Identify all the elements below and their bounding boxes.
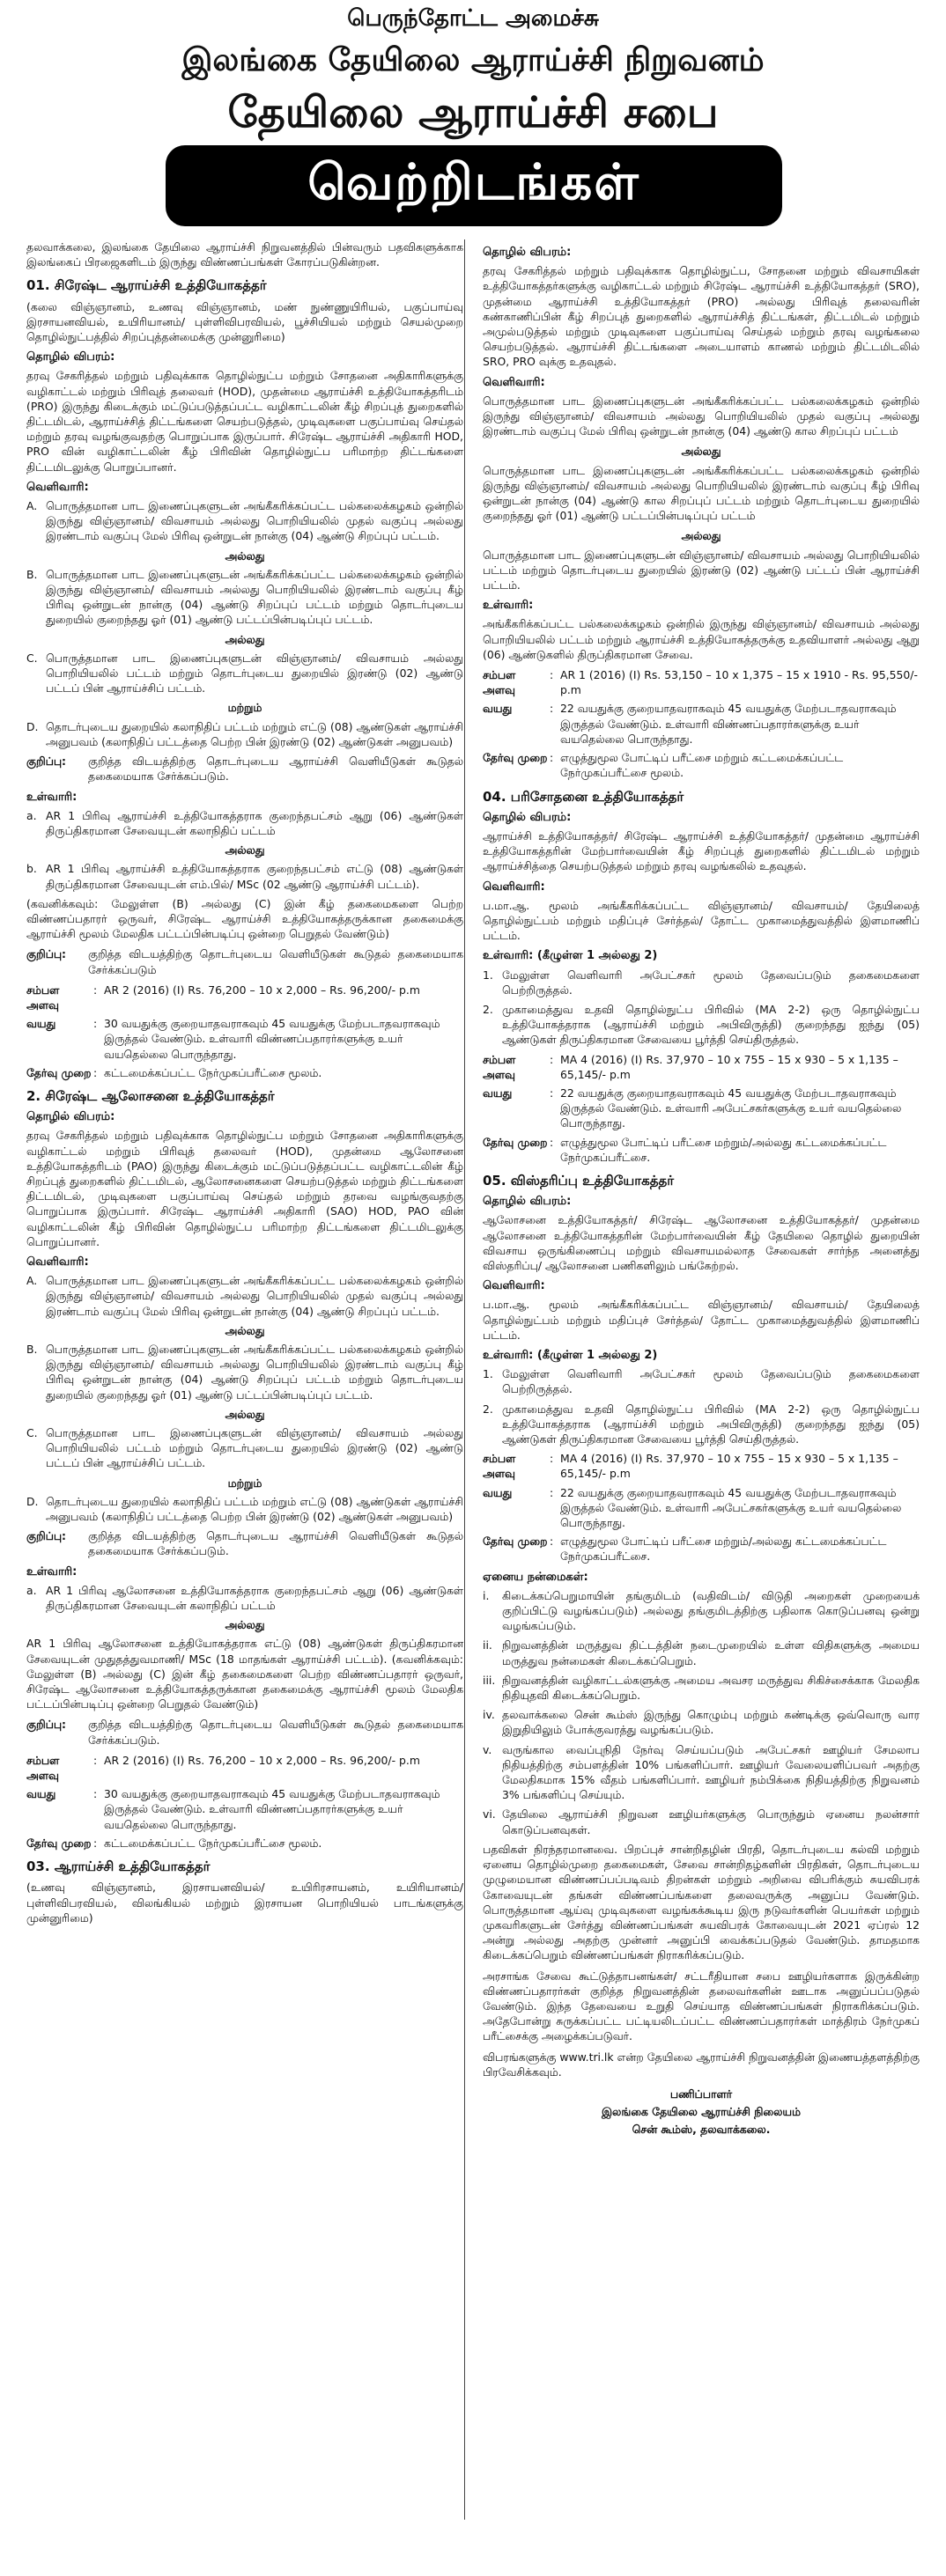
selection-row: தேர்வு முறை : கட்டமைக்கப்பட்ட நேர்முகப்பரீட்சை மூலம். [26, 1836, 322, 1850]
qualification-label: வெளிவாரி: [483, 375, 545, 389]
or-separator: அல்லது [225, 1323, 265, 1337]
selection-row: தேர்வு முறை : எழுத்துமூல போட்டிப் பரீட்சை மற்றும் கட்டமைக்கப்பட்ட நேர்முகப்பரீட்சை மூலம். [483, 751, 844, 780]
internal-label: உள்வாரி: [26, 1564, 78, 1579]
note: குறிப்பு: குறித்த விடயத்திற்கு தொடர்புடைய வெளியீடுகள் கூடுதல் தகைமையாக சேர்க்கப்படும். [26, 1718, 463, 1747]
section-subtitle: (உணவு விஞ்ஞானம், இரசாயனவியல்/ உயிரிரசாயனம், உயிரியானம்/ புள்ளிவிபரவியல், விலங்கியல் மற்றும் இரசாயன பொறியியல் பாடங்களுக்கு முன்னுரிமை) [26, 1880, 463, 1925]
section-title: 2. சிரேஷ்ட ஆலோசனை உத்தியோகத்தர் [26, 1087, 275, 1104]
job-description: தரவு சேகரித்தல் மற்றும் பதிவுக்காக தொழில்நுட்ப மற்றும் சோதனை அதிகாரிகளுக்கு வழிகாட்டல் மற்றும் பிரிவுத் தலைவர் (HOD), முதன்மை ஆராய்ச்சி உத்தியோகத்தரிடம் (PRO) இருந்து கிடைக்கும் மட்டுப்படுத்தப்பட்ட வழிகாட்டலின் கீழ் சிறப்புத் துறைகளில் திட்டமிடல், ஆராய்ச்சித் திட்டங்களை செயற்படுத்தல், முடிவுகளை பகுப்பாய்வு செய்தல் மற்றும் தரவு வழங்குவதற்கு பொறுப்பாக இருப்பார். சிரேஷ்ட ஆராய்ச்சி அதிகாரி HOD, PRO வின் வழிகாட்டலின் கீழ் பிரிவின் தொழில்நுட்ப பரிமாற்ற திட்டங்களை திட்டமிடலுக்கு பொறுப்பானர். [26, 369, 463, 474]
qualification-label: வெளிவாரி: [483, 1279, 545, 1293]
vacancies-banner: வெற்றிடங்கள் [166, 145, 782, 226]
column-divider [464, 239, 465, 2520]
qualification-label: வெளிவாரி: [26, 1255, 89, 1269]
benefit-item: i. கிடைக்கப்பெறுமாயின் தங்குமிடம் (வதிவிடம்/ விடுதி அறைகள் முறையைக் குறிப்பிட்டு வழங்கப்படும்) அல்லது தங்குமிடத்திற்கு பதிலாக கொடுப்பனவு ஒன்று வழங்கப்படும். [483, 1588, 920, 1633]
board-name: தேயிலை ஆராய்ச்சி சபை [227, 88, 719, 137]
note: குறிப்பு: குறித்த விடயத்திற்கு தொடர்புடைய ஆராய்ச்சி வெளியீடுகள் கூடுதல் தகைமையாக சேர்க்கப்படும். [26, 754, 463, 784]
internal-item: 1. மேலுள்ள வெளிவாரி அபேட்சகர் மூலம் தேவைப்படும் தகைமைகளை பெற்றிருத்தல். [483, 1367, 920, 1396]
selection-row: தேர்வு முறை : எழுத்துமூல போட்டிப் பரீட்சை மற்றும்/அல்லது கட்டமைக்கப்பட்ட நேர்முகப்பரீட்சை. [483, 1135, 887, 1164]
and-separator: மற்றும் [227, 1476, 262, 1490]
note: குறிப்பு: குறித்த விடயத்திற்கு தொடர்புடைய ஆராய்ச்சி வெளியீடுகள் கூடுதல் தகைமையாக சேர்க்கப்படும். [26, 1529, 463, 1558]
benefit-item: iv. தலவாக்கலை சென் கூம்ஸ் இருந்து கொழும்பு மற்றும் கண்டிக்கு ஒவ்வொரு வார இறுதியிலும் போக்குவரத்து வழங்கப்படும். [483, 1708, 920, 1737]
benefit-item: v. வருங்கால வைப்புநிதி நேர்வு செய்யப்படும் அபேட்சகர் ஊழியர் சேமலாப நிதியத்திற்கு சம்பளத்தின் 10% பங்களிப்பார். ஊழியர் வேலையளிப்பவர் அதற்கு மேலதிகமாக 15% வீதம் பங்களிப்பார். ஊழியர் நம்பிக்கை நிதியத்திற்கு நிறுவனம் 3% பங்களிப்பு செய்யும். [483, 1742, 920, 1802]
job-label: தொழில் விபரம்: [483, 1195, 572, 1209]
qualification-text: பொருத்தமான பாட இணைப்புகளுடன் விஞ்ஞானம்/ விவசாயம் அல்லது பொறியியலில் பட்டம் மற்றும் தொடர்புடைய துறையில் இரண்டு (02) ஆண்டு பட்டப் பின் ஆராய்ச்சி பட்டம். [483, 548, 920, 592]
signatory-title: பணிப்பாளர் [669, 2087, 733, 2101]
salary-row: சம்பள அளவு : AR 2 (2016) (I) Rs. 76,200 – 10 x 2,000 – Rs. 96,200/- p.m [26, 1753, 420, 1783]
section-title: 05. விஸ்தரிப்பு உத்தியோகத்தர் [483, 1172, 675, 1189]
job-label: தொழில் விபரம்: [26, 1110, 115, 1124]
signatory-org: இலங்கை தேயிலை ஆராய்ச்சி நிலையம் [602, 2105, 801, 2119]
benefit-item: vi. தேயிலை ஆராய்ச்சி நிறுவன ஊழியர்களுக்கு பொருந்தும் ஏனைய நலன்சார் கொடுப்பனவுகள். [483, 1807, 920, 1836]
age-row: வயது : 30 வயதுக்கு குறையாதவராகவும் 45 வயதுக்கு மேற்படாதவராகவும் இருத்தல் வேண்டும். உள்வாரி விண்ணப்பதாரர்களுக்கு உயர் வயதெல்லை பொருந்தாது. [26, 1787, 440, 1831]
internal-item: 2. முகாமைத்துவ உதவி தொழில்நுட்ப பிரிவில் (MA 2-2) ஒரு தொழில்நுட்ப உத்தியோகத்தராக (ஆராய்ச்சி மற்றும் அபிவிருத்தி) குறைந்தது ஐந்து (05) ஆண்டுகள் திருப்திகரமான சேவையை பூர்த்தி செய்திருத்தல். [483, 1002, 920, 1047]
or-separator: அல்லது [681, 445, 721, 459]
qualification-label: வெளிவாரி: [483, 880, 545, 894]
salary-row: சம்பள அளவு : AR 1 (2016) (I) Rs. 53,150 – 10 x 1,375 – 15 x 1910 - Rs. 95,550/- p.m [483, 668, 918, 697]
section-subtitle: (கலை விஞ்ஞானம், உணவு விஞ்ஞானம், மண் நுண்ணுயிரியல், பகுப்பாய்வு இரசாயனவியல், உயிரியானம்/ புள்ளிவிபரவியல், பூச்சியியல் மற்றும் செயல்முறை தொழில்நுட்பத்தில் சிறப்புத்தன்மைக்கு முன்னுரிமை) [26, 299, 463, 344]
age-row: வயது : 30 வயதுக்கு குறையாதவராகவும் 45 வயதுக்கு மேற்படாதவராகவும் இருத்தல் வேண்டும். உள்வாரி விண்ணப்பதாரர்களுக்கு உயர் வயதெல்லை பொருந்தாது. [26, 1017, 440, 1061]
qualification-item: D. தொடர்புடைய துறையில் கலாநிதிப் பட்டம் மற்றும் எட்டு (08) ஆண்டுகள் ஆராய்ச்சி அனுபவம் (கலாநிதிப் பட்டத்தை பெற்ற பின் இரண்டு (02) ஆண்டுகள் அனுபவம்) [26, 1494, 463, 1524]
job-description: தரவு சேகரித்தல் மற்றும் பதிவுக்காக தொழில்நுட்ப, சோதனை மற்றும் விவசாயிகள் உத்தியோகத்தர்களுக்கு வழிகாட்டல் மற்றும் சிரேஷ்ட ஆராய்ச்சி உத்தியோகத்தர் (SRO), முதன்மை ஆராய்ச்சி உத்தியோகத்தர் (PRO) அல்லது பிரிவுத் தலைவரின் கண்காணிப்பின் கீழ் சிறப்புத் துறைகளில் ஆராய்ச்சித் திட்டங்கள், திட்டமிடல் மற்றும் அமுல்படுத்தல் மற்றும் முடிவுகளை பகுப்பாய்வு செய்தல் மற்றும் தரவு வழங்கலை செயற்படுத்தல். ஆராய்ச்சி திட்டங்களை அடையாளம் காணல் மற்றும் திட்டமிடலில் SRO, PRO வுக்கு உதவுதல். [483, 264, 920, 369]
age-row: வயது : 22 வயதுக்கு குறையாதவராகவும் 45 வயதுக்கு மேற்படாதவராகவும் இருத்தல் வேண்டும். உள்வாரி அபேட்சகர்களுக்கு உயர் வயதெல்லை பொருந்தாது. [483, 1485, 902, 1530]
salary-row: சம்பள அளவு : MA 4 (2016) (I) Rs. 37,970 – 10 x 755 – 15 x 930 – 5 x 1,135 – 65,145/- p.m [483, 1452, 898, 1481]
job-label: தொழில் விபரம்: [483, 246, 572, 259]
qualification-label: வெளிவாரி: [26, 480, 89, 494]
internal-item: a. AR 1 பிரிவு ஆலோசனை உத்தியோகத்தராக குறைந்தபட்சம் ஆறு (06) ஆண்டுகள் திருப்திகரமான சேவையுடன் கலாநிதிப் பட்டம் [26, 1583, 463, 1613]
or-separator: அல்லது [681, 529, 721, 543]
job-label: தொழில் விபரம்: [483, 810, 572, 824]
signatory-address: சென் கூம்ஸ், தலவாக்கலை. [632, 2123, 771, 2137]
section-title: 03. ஆராய்ச்சி உத்தியோகத்தர் [26, 1858, 211, 1875]
internal-text: அங்கீகரிக்கப்பட்ட பல்கலைக்கழகம் ஒன்றில் இருந்து விஞ்ஞானம்/ விவசாயம் அல்லது பொறியியலில் பட்டம் மற்றும் ஆராய்ச்சி உத்தியோகத்தருக்கு உதவியாளர் அல்லது ஆறு (06) ஆண்டுகளில் திருப்திகரமான சேவை. [483, 617, 920, 661]
ministry-name: பெருந்தோட்ட அமைச்சு [347, 5, 599, 32]
institute-name: இலங்கை தேயிலை ஆராய்ச்சி நிறுவனம் [181, 42, 765, 78]
internal-label: உள்வாரி: [26, 790, 78, 804]
closing-paragraph: பதவிகள் நிரந்தரமானவை. பிறப்புச் சான்றிதழின் பிரதி, தொடர்புடைய கல்வி மற்றும் ஏனைய தொழில்முறை தகைமைகள், சேவை சான்றிதழ்களின் பிரதிகள், தொடர்புடைய முழுமையான விண்ணப்பப்படிவம் திறன்கள் மற்றும் அறிவை விபரிக்கும் சுயவிபரக் கோவையுடன் தங்கள் விண்ணப்பங்களை தலைவருக்கு அனுப்ப வேண்டும். பொருத்தமான ஆய்வு முடிவுகளை வழங்கக்கூடிய இரு நடுவர்களின் பெயர்கள் மற்றும் முகவரிகளுடன் சேர்த்து விண்ணப்பங்கள் சுயவிபரக் கோவையுடன் 2021 ஏப்ரல் 12 அன்று அல்லது அதற்கு முன்னர் அனுப்பி வைக்கப்படுதல் வேண்டும். தாமதமாக கிடைக்கப்பெறும் விண்ணப்பங்கள் நிராகரிக்கப்படும். [483, 1842, 920, 1962]
internal-item: 1. மேலுள்ள வெளிவாரி அபேட்சகர் மூலம் தேவைப்படும் தகைமைகளை பெற்றிருத்தல். [483, 968, 920, 997]
selection-row: தேர்வு முறை : கட்டமைக்கப்பட்ட நேர்முகப்பரீட்சை மூலம். [26, 1065, 322, 1079]
qualification-text: பொருத்தமான பாட இணைப்புகளுடன் அங்கீகரிக்கப்பட்ட பல்கலைக்கழகம் ஒன்றில் இருந்து விஞ்ஞானம்/ விவசாயம் அல்லது பொறியியலில் இரண்டாம் வகுப்பு கீழ் பிரிவு ஒன்றுடன் நான்கு (04) ஆண்டு கால சிறப்புப் பட்டம் மற்றும் தொடர்புடைய துறையில் குறைந்தது ஓர் (01) ஆண்டு பட்டப்பின்படிப்புப் பட்டம் [483, 463, 920, 523]
qualification-item: B. பொருத்தமான பாட இணைப்புகளுடன் அங்கீகரிக்கப்பட்ட பல்கலைக்கழகம் ஒன்றில் இருந்து விஞ்ஞானம்/ விவசாயம் அல்லது பொறியியலில் இரண்டாம் வகுப்பு கீழ் பிரிவு ஒன்றுடன் நான்கு (04) ஆண்டு சிறப்புப் பட்டம் மற்றும் தொடர்புடைய துறையில் குறைந்தது ஓர் (01) ஆண்டு பட்டப்பின்படிப்புப் பட்டம். [26, 1343, 463, 1402]
internal-item: a. AR 1 பிரிவு ஆராய்ச்சி உத்தியோகத்தராக குறைந்தபட்சம் ஆறு (06) ஆண்டுகள் திருப்திகரமான சேவையுடன் கலாநிதிப் பட்டம் [26, 808, 463, 837]
note: குறிப்பு: குறித்த விடயத்திற்கு தொடர்புடைய வெளியீடுகள் கூடுதல் தகைமையாக சேர்க்கப்படும் [26, 947, 463, 976]
job-description: ஆலோசனை உத்தியோகத்தர்/ சிரேஷ்ட ஆலோசனை உத்தியோகத்தர்/ முதன்மை ஆலோசனை உத்தியோகத்தரின் மேற்பார்வையின் கீழ் தேயிலை தொழில் துறையின் விவசாய ஒருங்கிணைப்பு மற்றும் விவசாயமல்லாத சேவைகள் சார்ந்த அனைத்து விஸ்தரிப்பு/ ஆலோசனை பணிகளிலும் பங்கேற்றல். [483, 1213, 920, 1272]
right-column [483, 239, 920, 2140]
intro-text: தலவாக்கலை, இலங்கை தேயிலை ஆராய்ச்சி நிறுவனத்தில் பின்வரும் பதவிகளுக்காக இலங்கைப் பிரஜைகளிடம் இருந்து விண்ணப்பங்கள் கோரப்படுகின்றன. [26, 240, 463, 269]
age-row: வயது : 22 வயதுக்கு குறையாதவராகவும் 45 வயதுக்கு மேற்படாதவராகவும் இருத்தல் வேண்டும். உள்வாரி அபேட்சகர்களுக்கு உயர் வயதெல்லை பொருந்தாது. [483, 1086, 902, 1130]
qualification-item: C. பொருத்தமான பாட இணைப்புகளுடன் விஞ்ஞானம்/ விவசாயம் அல்லது பொறியியலில் பட்டம் மற்றும் தொடர்புடைய துறையில் இரண்டு (02) ஆண்டு பட்டப் பின் ஆராய்ச்சிப் பட்டம். [26, 1426, 463, 1470]
job-description: தரவு சேகரித்தல் மற்றும் பதிவுக்காக தொழில்நுட்ப மற்றும் சோதனை அதிகாரிகளுக்கு வழிகாட்டல் மற்றும் பிரிவுத் தலைவர் (HOD), முதன்மை ஆலோசனை உத்தியோகத்தரிடம் (PAO) இருந்து கிடைக்கும் மட்டுப்படுத்தப்பட்ட வழிகாட்டலின் கீழ் சிறப்புத் துறைகளில் திட்டமிடல், ஆலோசனைகளை செயற்படுத்தல் மற்றும் திட்டங்களை திட்டமிடல், முடிவுகளை பகுப்பாய்வு செய்தல் மற்றும் தரவை வழங்குவதற்கு பொறுப்பாக இருப்பார். சிரேஷ்ட ஆராய்ச்சி அதிகாரி (SAO) HOD, PAO வின் வழிகாட்டலின் கீழ் பிரிவின் தொழில்நுட்ப பரிமாற்ற திட்டங்களை திட்டமிடலுக்கு பொறுப்பானர். [26, 1129, 463, 1248]
section-title: 01. சிரேஷ்ட ஆராய்ச்சி உத்தியோகத்தர் [26, 277, 267, 294]
benefits-title: ஏனைய நன்மைகள்: [483, 1570, 588, 1584]
and-separator: மற்றும் [227, 701, 262, 715]
benefit-item: iii. நிறுவனத்தின் வழிகாட்டல்களுக்கு அமைய அவசர மருத்துவ சிகிச்சைக்காக மேலதிக நிதியுதவி கிடைக்கப்பெறும். [483, 1673, 920, 1703]
qualification-text: பொருத்தமான பாட இணைப்புகளுடன் அங்கீகரிக்கப்பட்ட பல்கலைக்கழகம் ஒன்றில் இருந்து விஞ்ஞானம்/ விவசாயம் அல்லது பொறியியலில் முதல் வகுப்பு அல்லது இரண்டாம் வகுப்பு மேல் பிரிவு ஒன்றுடன் நான்கு (04) ஆண்டு கால சிறப்புப் பட்டம் [483, 394, 920, 438]
closing-paragraph: விபரங்களுக்கு www.tri.lk என்ற தேயிலை ஆராய்ச்சி நிறுவனத்தின் இணையத்தளத்திற்கு பிரவேசிக்கவும். [483, 2050, 920, 2079]
job-label: தொழில் விபரம்: [26, 350, 115, 364]
salary-row: சம்பள அளவு : AR 2 (2016) (I) Rs. 76,200 – 10 x 2,000 – Rs. 96,200/- p.m [26, 983, 420, 1012]
or-separator: அல்லது [225, 548, 265, 563]
selection-row: தேர்வு முறை : எழுத்துமூல போட்டிப் பரீட்சை மற்றும்/அல்லது கட்டமைக்கப்பட்ட நேர்முகப்பரீட்சை. [483, 1535, 887, 1564]
or-separator: அல்லது [225, 632, 265, 646]
or-separator: அல்லது [225, 1618, 265, 1632]
qualification-text: ப.மா.ஆ. மூலம் அங்கீகரிக்கப்பட்ட விஞ்ஞானம்/ விவசாயம்/ தேயிலைத் தொழில்நுட்பம் மற்றும் மதிப்புச் சேர்த்தல்/ தோட்ட முகாமைத்துவத்தில் இளமாணிப் பட்டம். [483, 1298, 920, 1342]
age-row: வயது : 22 வயதுக்கு குறையாதவராகவும் 45 வயதுக்கு மேற்படாதவராகவும் இருத்தல் வேண்டும். உள்வாரி விண்ணப்பதாரர்களுக்கு உயர் வயதெல்லை பொருந்தாது. [483, 702, 897, 746]
section-title: 04. பரிசோதனை உத்தியோகத்தர் [483, 788, 684, 805]
closing-paragraph: அரசாங்க சேவை கூட்டுத்தாபனங்கள்/ சட்டரீதியான சபை ஊழியர்களாக இருக்கின்ற விண்ணப்பதாரர்கள் குறித்த நிறுவனத்தின் தலைவர்களின் ஊடாக அனுப்பப்படுதல் வேண்டும். இந்த தேவையை உறுதி செய்யாத விண்ணப்பங்கள் நிராகரிக்கப்படும். அதேபோன்று சுருக்கப்பட்ட பட்டியலிடப்பட்ட விண்ணப்பதாரர்கள் மாத்திரம் நேர்முகப் பரீட்சைக்கு அழைக்கப்படுவர். [483, 1969, 920, 2043]
salary-row: சம்பள அளவு : MA 4 (2016) (I) Rs. 37,970 – 10 x 755 – 15 x 930 – 5 x 1,135 – 65,145/- p.m [483, 1052, 898, 1081]
qualification-item: C. பொருத்தமான பாட இணைப்புகளுடன் விஞ்ஞானம்/ விவசாயம் அல்லது பொறியியலில் பட்டம் மற்றும் தொடர்புடைய துறையில் இரண்டு (02) ஆண்டு பட்டப் பின் ஆராய்ச்சிப் பட்டம். [26, 651, 463, 696]
signature-block [483, 2087, 920, 2138]
internal-item: b. AR 1 பிரிவு ஆராய்ச்சி உத்தியோகத்தராக குறைந்தபட்சம் எட்டு (08) ஆண்டுகள் திருப்திகரமான சேவையுடன் எம்.பில்/ MSc (02 ஆண்டு ஆராய்ச்சி பட்டம்). [26, 862, 463, 891]
benefit-item: ii. நிறுவனத்தின் மருத்துவ திட்டத்தின் நடைமுறையில் உள்ள விதிகளுக்கு அமைய மருத்துவ நன்மைகள் கிடைக்கப்பெறும். [483, 1638, 920, 1667]
qualification-item: A. பொருத்தமான பாட இணைப்புகளுடன் அங்கீகரிக்கப்பட்ட பல்கலைக்கழகம் ஒன்றில் இருந்து விஞ்ஞானம்/ விவசாயம் அல்லது பொறியியலில் முதல் வகுப்பு அல்லது இரண்டாம் வகுப்பு மேல் பிரிவு ஒன்றுடன் நான்கு (04) ஆண்டு சிறப்புப் பட்டம். [26, 1274, 463, 1318]
internal-label: உள்வாரி: (கீழுள்ள 1 அல்லது 2) [483, 949, 658, 963]
internal-label: உள்வாரி: [483, 599, 534, 613]
qualification-text: ப.மா.ஆ. மூலம் அங்கீகரிக்கப்பட்ட விஞ்ஞானம்/ விவசாயம்/ தேயிலைத் தொழில்நுட்பம் மற்றும் மதிப்புச் சேர்த்தல்/ தோட்ட முகாமைத்துவத்தில் இளமாணிப் பட்டம். [483, 898, 920, 943]
internal-remark: AR 1 பிரிவு ஆலோசனை உத்தியோகத்தராக எட்டு (08) ஆண்டுகள் திருப்திகரமான சேவையுடன் முதுதத்துவமாணி/ MSc (18 மாதங்கள் ஆராய்ச்சி பட்டம்). (கவனிக்கவும்: மேலுள்ள (B) அல்லது (C) இன் கீழ் தகைமைகளை பெற்ற விண்ணப்பதாரர் ஒருவர், சிரேஷ்ட ஆலோசனை உத்தியோகத்தருக்கான தகைமைக்கு ஆராய்ச்சி மூலம் மேலதிக பட்டப்பின்படிப்பு ஒன்றை பெறுதல் வேண்டும்) [26, 1637, 463, 1711]
job-description: ஆராய்ச்சி உத்தியோகத்தர்/ சிரேஷ்ட ஆராய்ச்சி உத்தியோகத்தர்/ முதன்மை ஆராய்ச்சி உத்தியோகத்தரின் மேற்பார்வையின் கீழ் சிறப்புத் துறைகளில் திட்டமிடல் மற்றும் ஆராய்ச்சித்தை செயற்படுத்தல் மற்றும் தரவு வழங்கலில் உதவுதல். [483, 828, 920, 873]
internal-label: உள்வாரி: (கீழுள்ள 1 அல்லது 2) [483, 1349, 658, 1362]
internal-remark: (கவனிக்கவும்: மேலுள்ள (B) அல்லது (C) இன் கீழ் தகைமைகளை பெற்ற விண்ணப்பதாரர் ஒருவர், சிரேஷ்ட ஆராய்ச்சி உத்தியோகத்தருக்கான தகைமைக்கு ஆராய்ச்சி மூலம் மேலதிக பட்டப்பின்படிப்பு ஒன்றை பெறுதல் வேண்டும்) [26, 896, 463, 941]
qualification-item: A. பொருத்தமான பாட இணைப்புகளுடன் அங்கீகரிக்கப்பட்ட பல்கலைக்கழகம் ஒன்றில் இருந்து விஞ்ஞானம்/ விவசாயம் அல்லது பொறியியலில் முதல் வகுப்பு அல்லது இரண்டாம் வகுப்பு மேல் பிரிவு ஒன்றுடன் நான்கு (04) ஆண்டு சிறப்புப் பட்டம். [26, 499, 463, 543]
or-separator: அல்லது [225, 843, 265, 857]
left-column [26, 239, 463, 1931]
or-separator: அல்லது [225, 1407, 265, 1421]
qualification-item: B. பொருத்தமான பாட இணைப்புகளுடன் அங்கீகரிக்கப்பட்ட பல்கலைக்கழகம் ஒன்றில் இருந்து விஞ்ஞானம்/ விவசாயம் அல்லது பொறியியலில் இரண்டாம் வகுப்பு கீழ் பிரிவு ஒன்றுடன் நான்கு (04) ஆண்டு சிறப்புப் பட்டம் மற்றும் தொடர்புடைய துறையில் குறைந்தது ஓர் (01) ஆண்டு பட்டப்பின்படிப்புப் பட்டம். [26, 567, 463, 627]
qualification-item: D. தொடர்புடைய துறையில் கலாநிதிப் பட்டம் மற்றும் எட்டு (08) ஆண்டுகள் ஆராய்ச்சி அனுபவம் (கலாநிதிப் பட்டத்தை பெற்ற பின் இரண்டு (02) ஆண்டுகள் அனுபவம்) [26, 719, 463, 748]
internal-item: 2. முகாமைத்துவ உதவி தொழில்நுட்ப பிரிவில் (MA 2-2) ஒரு தொழில்நுட்ப உத்தியோகத்தராக (ஆராய்ச்சி மற்றும் அபிவிருத்தி) குறைந்தது ஐந்து (05) ஆண்டுகள் திருப்திகரமான சேவையை பூர்த்தி செய்திருத்தல். [483, 1402, 920, 1446]
